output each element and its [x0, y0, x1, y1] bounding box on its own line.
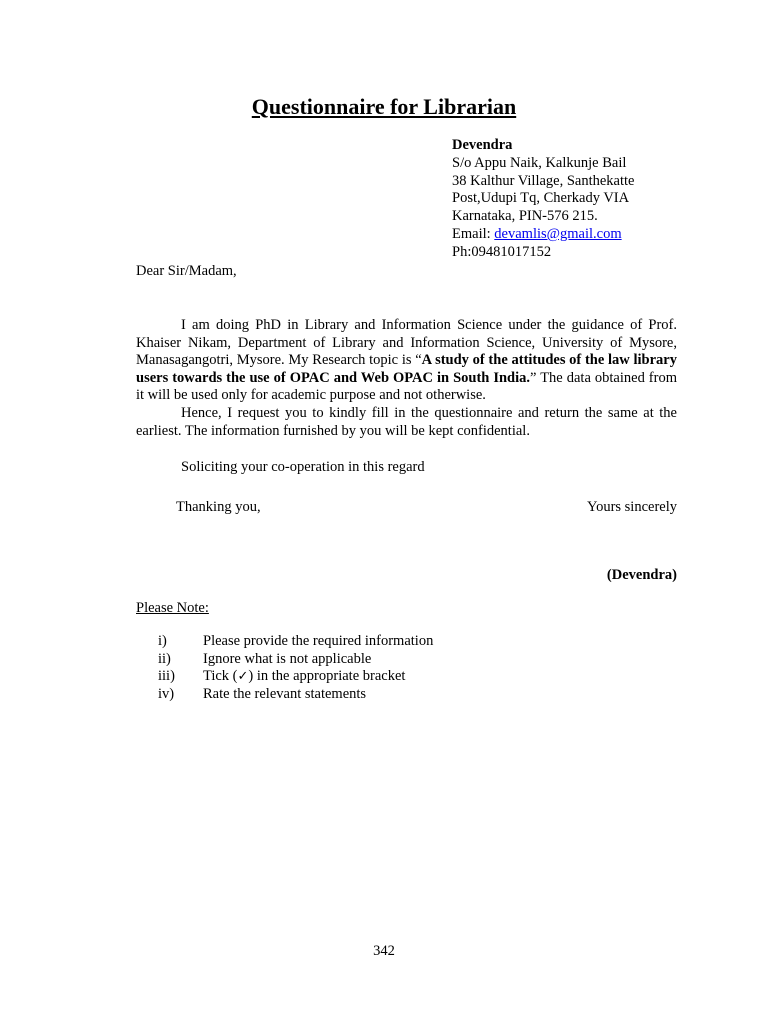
- document-title: Questionnaire for Librarian: [251, 94, 517, 119]
- list-item-text: Please provide the required information: [203, 633, 434, 649]
- list-item-number: i): [158, 633, 167, 649]
- list-item-text: [203, 668, 405, 686]
- list-item: [158, 686, 433, 704]
- list-item: [158, 651, 433, 669]
- paragraph-research-text: I am doing PhD in Library and Information Science under the guidance of Prof. Khaiser Nikam, Department of Library and Information Science, University of Mysore, Manasagangotri, Mysore. My Research topic is “: [136, 317, 677, 369]
- list-item-number: ii): [158, 650, 171, 667]
- page-number: 342: [373, 943, 395, 959]
- email-link[interactable]: devamlis@gmail.com: [494, 225, 622, 242]
- sender-name: Devendra: [452, 137, 513, 153]
- closing-line: Yours sincerely: [587, 499, 677, 515]
- paragraph-research-end: ” The data obtained from it will be used only for academic purpose and not otherwise.: [136, 369, 677, 404]
- note-heading: Please Note:: [136, 600, 209, 616]
- address-line-3: Post,Udupi Tq, Cherkady VIA: [452, 190, 630, 207]
- list-item: [158, 633, 433, 651]
- paragraph-request: Hence, I request you to kindly fill in the questionnaire and return the same at the earliest. The information furnished by you will be kept confidential.: [136, 404, 677, 439]
- thanking-line: Thanking you,: [176, 499, 261, 515]
- email-label: Email:: [452, 225, 495, 242]
- email-line: [452, 226, 752, 244]
- tick-text-end: ) in the appropriate bracket: [248, 668, 406, 685]
- list-item: [158, 668, 433, 686]
- salutation: Dear Sir/Madam,: [136, 263, 237, 279]
- checkmark-icon: ✓: [237, 669, 249, 685]
- note-list: [158, 633, 433, 703]
- research-topic: A study of the attitudes of the law library users towards the use of OPAC and Web OPAC in South India.: [136, 352, 677, 386]
- letter-body: [136, 317, 677, 440]
- list-item-text: Ignore what is not applicable: [203, 650, 372, 667]
- tick-text-start: Tick (: [203, 668, 238, 685]
- signature: (Devendra): [606, 567, 677, 583]
- soliciting-line: Soliciting your co-operation in this regard: [181, 459, 425, 475]
- phone-line: Ph:09481017152: [452, 243, 552, 260]
- list-item-text: Rate the relevant statements: [203, 685, 367, 702]
- address-line-2: 38 Kalthur Village, Santhekatte: [452, 172, 635, 189]
- sender-address: [452, 137, 752, 262]
- paragraph-research: [136, 317, 677, 405]
- list-item-number: iii): [158, 668, 175, 685]
- address-line-1: S/o Appu Naik, Kalkunje Bail: [452, 154, 627, 171]
- address-line-4: Karnataka, PIN-576 215.: [452, 208, 598, 225]
- list-item-number: iv): [158, 685, 175, 702]
